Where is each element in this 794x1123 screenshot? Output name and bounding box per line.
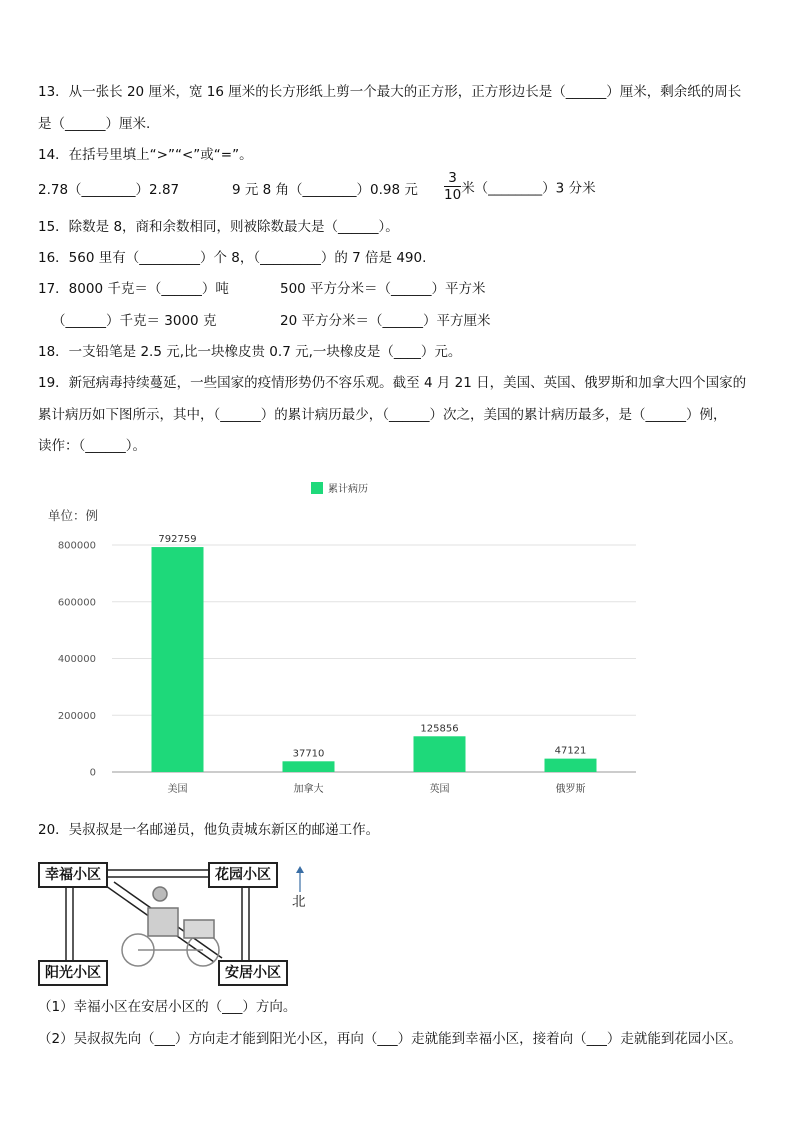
q17-a: 17．8000 千克＝（______）吨 (38, 281, 229, 297)
bar (545, 759, 597, 772)
q14-item3 (444, 170, 596, 203)
north-label: 北 (292, 894, 306, 910)
bar-chart (40, 476, 660, 806)
x-category-label: 英国 (429, 784, 450, 795)
y-tick-label: 400000 (57, 654, 96, 665)
x-category-label: 美国 (167, 784, 188, 795)
bar-data-label: 47121 (554, 745, 587, 757)
fraction-3-10 (444, 170, 461, 203)
q19-line2: 累计病历如下图所示，其中，（______）的累计病历最少，（______）次之，美国的累计病历最多，是（______）例， (38, 407, 727, 423)
bar-data-label: 792759 (158, 534, 197, 546)
postman-illustration (122, 887, 219, 966)
y-tick-label: 600000 (57, 597, 96, 609)
q14-item2: 9 元 8 角（________）0.98 元 (232, 182, 418, 198)
q17-d: 20 平方分米＝（______）平方厘米 (280, 313, 491, 329)
legend-swatch (311, 482, 323, 494)
q19-line1: 19．新冠病毒持续蔓延，一些国家的疫情形势仍不容乐观。截至 4 月 21 日，美国、英国、俄罗斯和加拿大四个国家的 (38, 375, 747, 391)
map-diagram (38, 858, 298, 986)
q14-item1: 2.78（________）2.87 (38, 182, 180, 198)
fraction-numerator: 3 (444, 170, 461, 187)
place-huayuan: 花园小区 (208, 862, 278, 888)
bar (152, 547, 204, 772)
bar (283, 761, 335, 772)
q14-title: 14．在括号里填上“>”“<”或“=”。 (38, 147, 253, 163)
q20-sub2: （2）吴叔叔先向（___）方向走才能到阳光小区，再向（___）走就能到幸福小区，接着向（___）走就能到花园小区。 (38, 1031, 742, 1047)
x-category-label: 俄罗斯 (555, 784, 586, 795)
bar-data-label: 37710 (292, 748, 325, 760)
place-xingfu: 幸福小区 (38, 862, 108, 888)
bar (414, 736, 466, 772)
x-category-label: 加拿大 (293, 784, 324, 795)
place-yangguang: 阳光小区 (38, 960, 108, 986)
q19-line3: 读作：（______）。 (38, 438, 146, 454)
q18: 18．一支铅笔是 2.5 元,比一块橡皮贵 0.7 元,一块橡皮是（____）元。 (38, 344, 462, 360)
chart-unit-label: 单位：例 (48, 508, 99, 523)
q17-b: 500 平方分米＝（______）平方米 (280, 281, 486, 297)
fraction-denominator: 10 (444, 187, 462, 203)
place-anju: 安居小区 (218, 960, 288, 986)
q20-sub1: （1）幸福小区在安居小区的（___）方向。 (38, 999, 297, 1015)
q13-line2: 是（______）厘米. (38, 116, 151, 132)
q14-item3-rest: 米（________）3 分米 (461, 180, 596, 197)
q13-line1: 13．从一张长 20 厘米，宽 16 厘米的长方形纸上剪一个最大的正方形，正方形边长是（______）厘米，剩余纸的周长 (38, 84, 742, 100)
legend-label: 累计病历 (328, 484, 368, 495)
q17-c: （______）千克＝ 3000 克 (52, 313, 217, 329)
y-tick-label: 800000 (57, 540, 96, 552)
y-tick-label: 0 (89, 767, 96, 779)
q20-title: 20．吴叔叔是一名邮递员，他负责城东新区的邮递工作。 (38, 822, 380, 838)
q15: 15．除数是 8，商和余数相同，则被除数最大是（______）。 (38, 219, 399, 235)
bar-data-label: 125856 (420, 723, 459, 735)
north-arrow-icon (294, 866, 306, 892)
y-tick-label: 200000 (57, 710, 96, 722)
q16: 16．560 里有（_________）个 8，（_________）的 7 倍是 490. (38, 250, 427, 266)
